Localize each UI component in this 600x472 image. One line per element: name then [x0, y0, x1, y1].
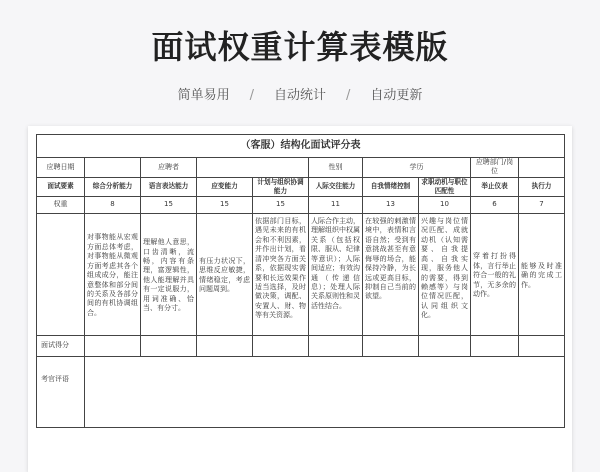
description-cell: 理解他人意思，口齿清晰，流畅，内容有条理，富逻辑性，他人能理解并具有一定说服力，用词准确、恰当、有分寸。: [141, 213, 197, 335]
description-cell: 穿着打扮得体，言行举止符合一般的礼节，无多余的动作。: [471, 213, 519, 335]
score-input[interactable]: [141, 335, 197, 356]
description-cell: 人际合作主动，理解组织中权属关系（包括权限、服从、纪律等意识）；人际间适应；有效沟通（传递信息）；处理人际关系原则性和灵活性结合。: [309, 213, 363, 335]
description-cell: 有压力状况下，思维反应敏捷，情绪稳定，考虑问题周到。: [197, 213, 253, 335]
feature-tagline: [0, 84, 600, 103]
weight-value: 6: [471, 196, 519, 213]
score-input[interactable]: [419, 335, 471, 356]
page-title: 面试权重计算表模版: [151, 28, 449, 66]
description-cell: 兴趣与岗位情况匹配、成就动机（认知需要、自我提高、自我实现，服务他人的需要，得到赖感等）与岗位情况匹配，认同组织文化。: [419, 213, 471, 335]
score-input[interactable]: [363, 335, 419, 356]
score-input[interactable]: [85, 335, 141, 356]
weight-value: 11: [309, 196, 363, 213]
factor-header: 举止仪表: [471, 177, 519, 196]
factor-row: [37, 177, 565, 196]
weight-value: 15: [197, 196, 253, 213]
factor-header: 应变能力: [197, 177, 253, 196]
separator: /: [346, 88, 351, 103]
description-cell: 对事物能从宏观方面总体考虑，对事物能从微观方面考虑其各个组成成分，能注意整体和部分间的关系及各部分间的有机协调组合。: [85, 213, 141, 335]
position-value[interactable]: [519, 158, 565, 178]
description-cell: 在较强的刺激情境中，表情和言语自然；受到有意挑战甚至有意侮辱的场合，能保持冷静，为长远或更高目标，抑制自己当前的欲望。: [363, 213, 419, 335]
separator: /: [249, 88, 254, 103]
weight-row: [37, 196, 565, 213]
comment-label: 考官评语: [37, 356, 85, 427]
weight-value: 7: [519, 196, 565, 213]
candidate-value[interactable]: [197, 158, 309, 178]
score-input[interactable]: [471, 335, 519, 356]
comment-row: [37, 356, 565, 427]
description-row: [37, 213, 565, 335]
education-label: 学历: [363, 158, 471, 178]
position-label: 应聘部门/岗位: [471, 158, 519, 178]
info-row: [37, 158, 565, 178]
description-cell: 依据部门目标，遇见未来的有机会和不利因素，并作出计划，看清冲突各方面关系，依据现实需要和长远效果作适当选择，及时做决策，调配、安置人、财、物等有关资源。: [253, 213, 309, 335]
score-input[interactable]: [253, 335, 309, 356]
weight-value: 15: [253, 196, 309, 213]
factor-header: 执行力: [519, 177, 565, 196]
form-title: （客服）结构化面试评分表: [37, 135, 565, 158]
form-sheet: [28, 126, 572, 472]
comment-input[interactable]: [85, 356, 565, 427]
feature-easy: 简单易用: [177, 88, 230, 103]
factor-header: 人际交往能力: [309, 177, 363, 196]
factor-header: 计划与组织协调能力: [253, 177, 309, 196]
weight-value: 15: [141, 196, 197, 213]
gender-label: 性别: [309, 158, 363, 178]
weight-label: 权重: [37, 196, 85, 213]
score-row: [37, 335, 565, 356]
factor-header: 综合分析能力: [85, 177, 141, 196]
factor-header: 求职动机与职位匹配性: [419, 177, 471, 196]
description-label-cell: [37, 213, 85, 335]
interview-date-value[interactable]: [85, 158, 141, 178]
score-input[interactable]: [519, 335, 565, 356]
weight-value: 13: [363, 196, 419, 213]
feature-update: 自动更新: [370, 88, 423, 103]
description-cell: 能够及时准确的完成工作。: [519, 213, 565, 335]
factor-label: 面试要素: [37, 177, 85, 196]
score-input[interactable]: [309, 335, 363, 356]
factor-header: 自我情绪控制: [363, 177, 419, 196]
score-input[interactable]: [197, 335, 253, 356]
factor-header: 语言表达能力: [141, 177, 197, 196]
weight-value: 10: [419, 196, 471, 213]
weight-value: 8: [85, 196, 141, 213]
evaluation-table: [36, 134, 565, 428]
score-label: 面试得分: [37, 335, 85, 356]
feature-stats: 自动统计: [273, 88, 326, 103]
interview-date-label: 应聘日期: [37, 158, 85, 178]
candidate-label: 应聘者: [141, 158, 197, 178]
